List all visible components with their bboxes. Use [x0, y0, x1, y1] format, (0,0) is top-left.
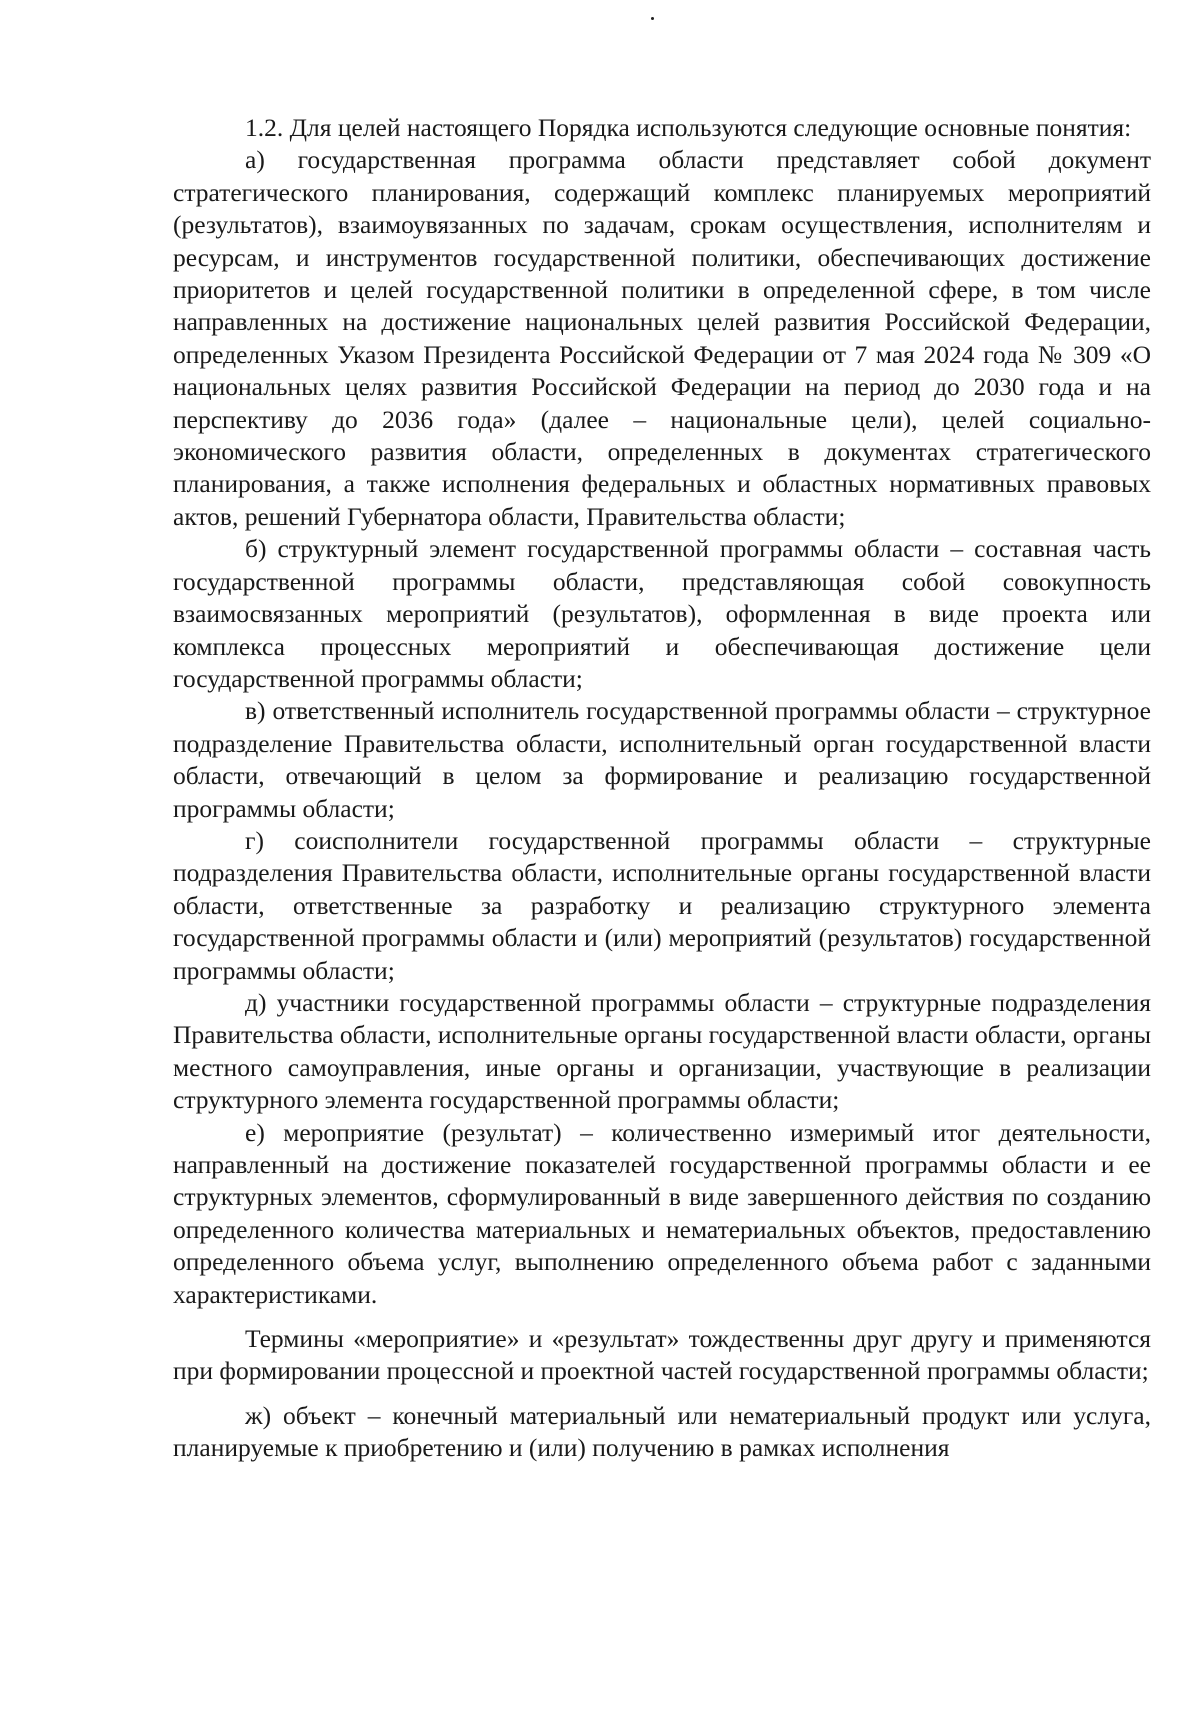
paragraph-g-co-executors: г) соисполнители государственной программы области – структурные подразделения Правительства области, исполнительные органы государственной власти области, ответственные за разработку и реализацию структурного элемента государственной программы области и (или) мероприятий (результатов) государственной программы области; — [173, 825, 1151, 985]
scan-mark — [651, 17, 654, 20]
paragraph-v-responsible-executor: в) ответственный исполнитель государственной программы области – структурное подразделение Правительства области, исполнительный орган государственной власти области, отвечающий в целом за формирование и реализацию государственной программы области; — [173, 696, 1151, 823]
paragraph-e-measure-result: е) мероприятие (результат) – количественно измеримый итог деятельности, направленный на достижение показателей государственной программы области и ее структурных элементов, сформулированный в виде завершенного действия по созданию определенного количества материальных и нематериальных объектов, предоставлению определенного объема услуг, выполнению определенного объема работ с заданными характеристиками. — [173, 1117, 1151, 1309]
paragraph-b-structural-element: б) структурный элемент государственной программы области – составная часть государственной программы области, представляющая собой совокупность взаимосвязанных мероприятий (результатов), оформленная в виде проекта или комплекса процессных мероприятий и обеспечивающая достижение цели государственной программы области; — [173, 534, 1151, 693]
paragraph-d-participants: д) участники государственной программы области – структурные подразделения Правительства области, исполнительные органы государственной власти области, органы местного самоуправления, иные органы и организации, участвующие в реализации структурного элемента государственной программы области; — [173, 987, 1151, 1115]
paragraph-a-state-program: а) государственная программа области представляет собой документ стратегического планирования, содержащий комплекс планируемых мероприятий (результатов), взаимоувязанных по задачам, срокам осуществления, исполнителям и ресурсам, и инструментов государственной политики, обеспечивающих достижение приоритетов и целей государственной политики в определенной сфере, в том числе направленных на достижение национальных целей развития Российской Федерации, определенных Указом Президента Российской Федерации от 7 мая 2024 года № 309 «О национальных целях развития Российской Федерации на период до 2030 года и на перспективу до 2036 года» (далее – национальные цели), целей социально-экономического развития области, определенных в документах стратегического планирования, а также исполнения федеральных и областных нормативных правовых актов, решений Губернатора области, Правительства области; — [173, 145, 1151, 531]
paragraph-1-2-definitions-intro: 1.2. Для целей настоящего Порядка используются следующие основные понятия: — [245, 113, 1132, 142]
paragraph-zh-object: ж) объект – конечный материальный или нематериальный продукт или услуга, планируемые к приобретению и (или) получению в рамках исполнения — [173, 1400, 1151, 1463]
paragraph-terms-identical: Термины «мероприятие» и «результат» тождественны друг другу и применяются при формировании процессной и проектной частей государственной программы области; — [173, 1324, 1151, 1386]
document-body — [173, 112, 1151, 1465]
